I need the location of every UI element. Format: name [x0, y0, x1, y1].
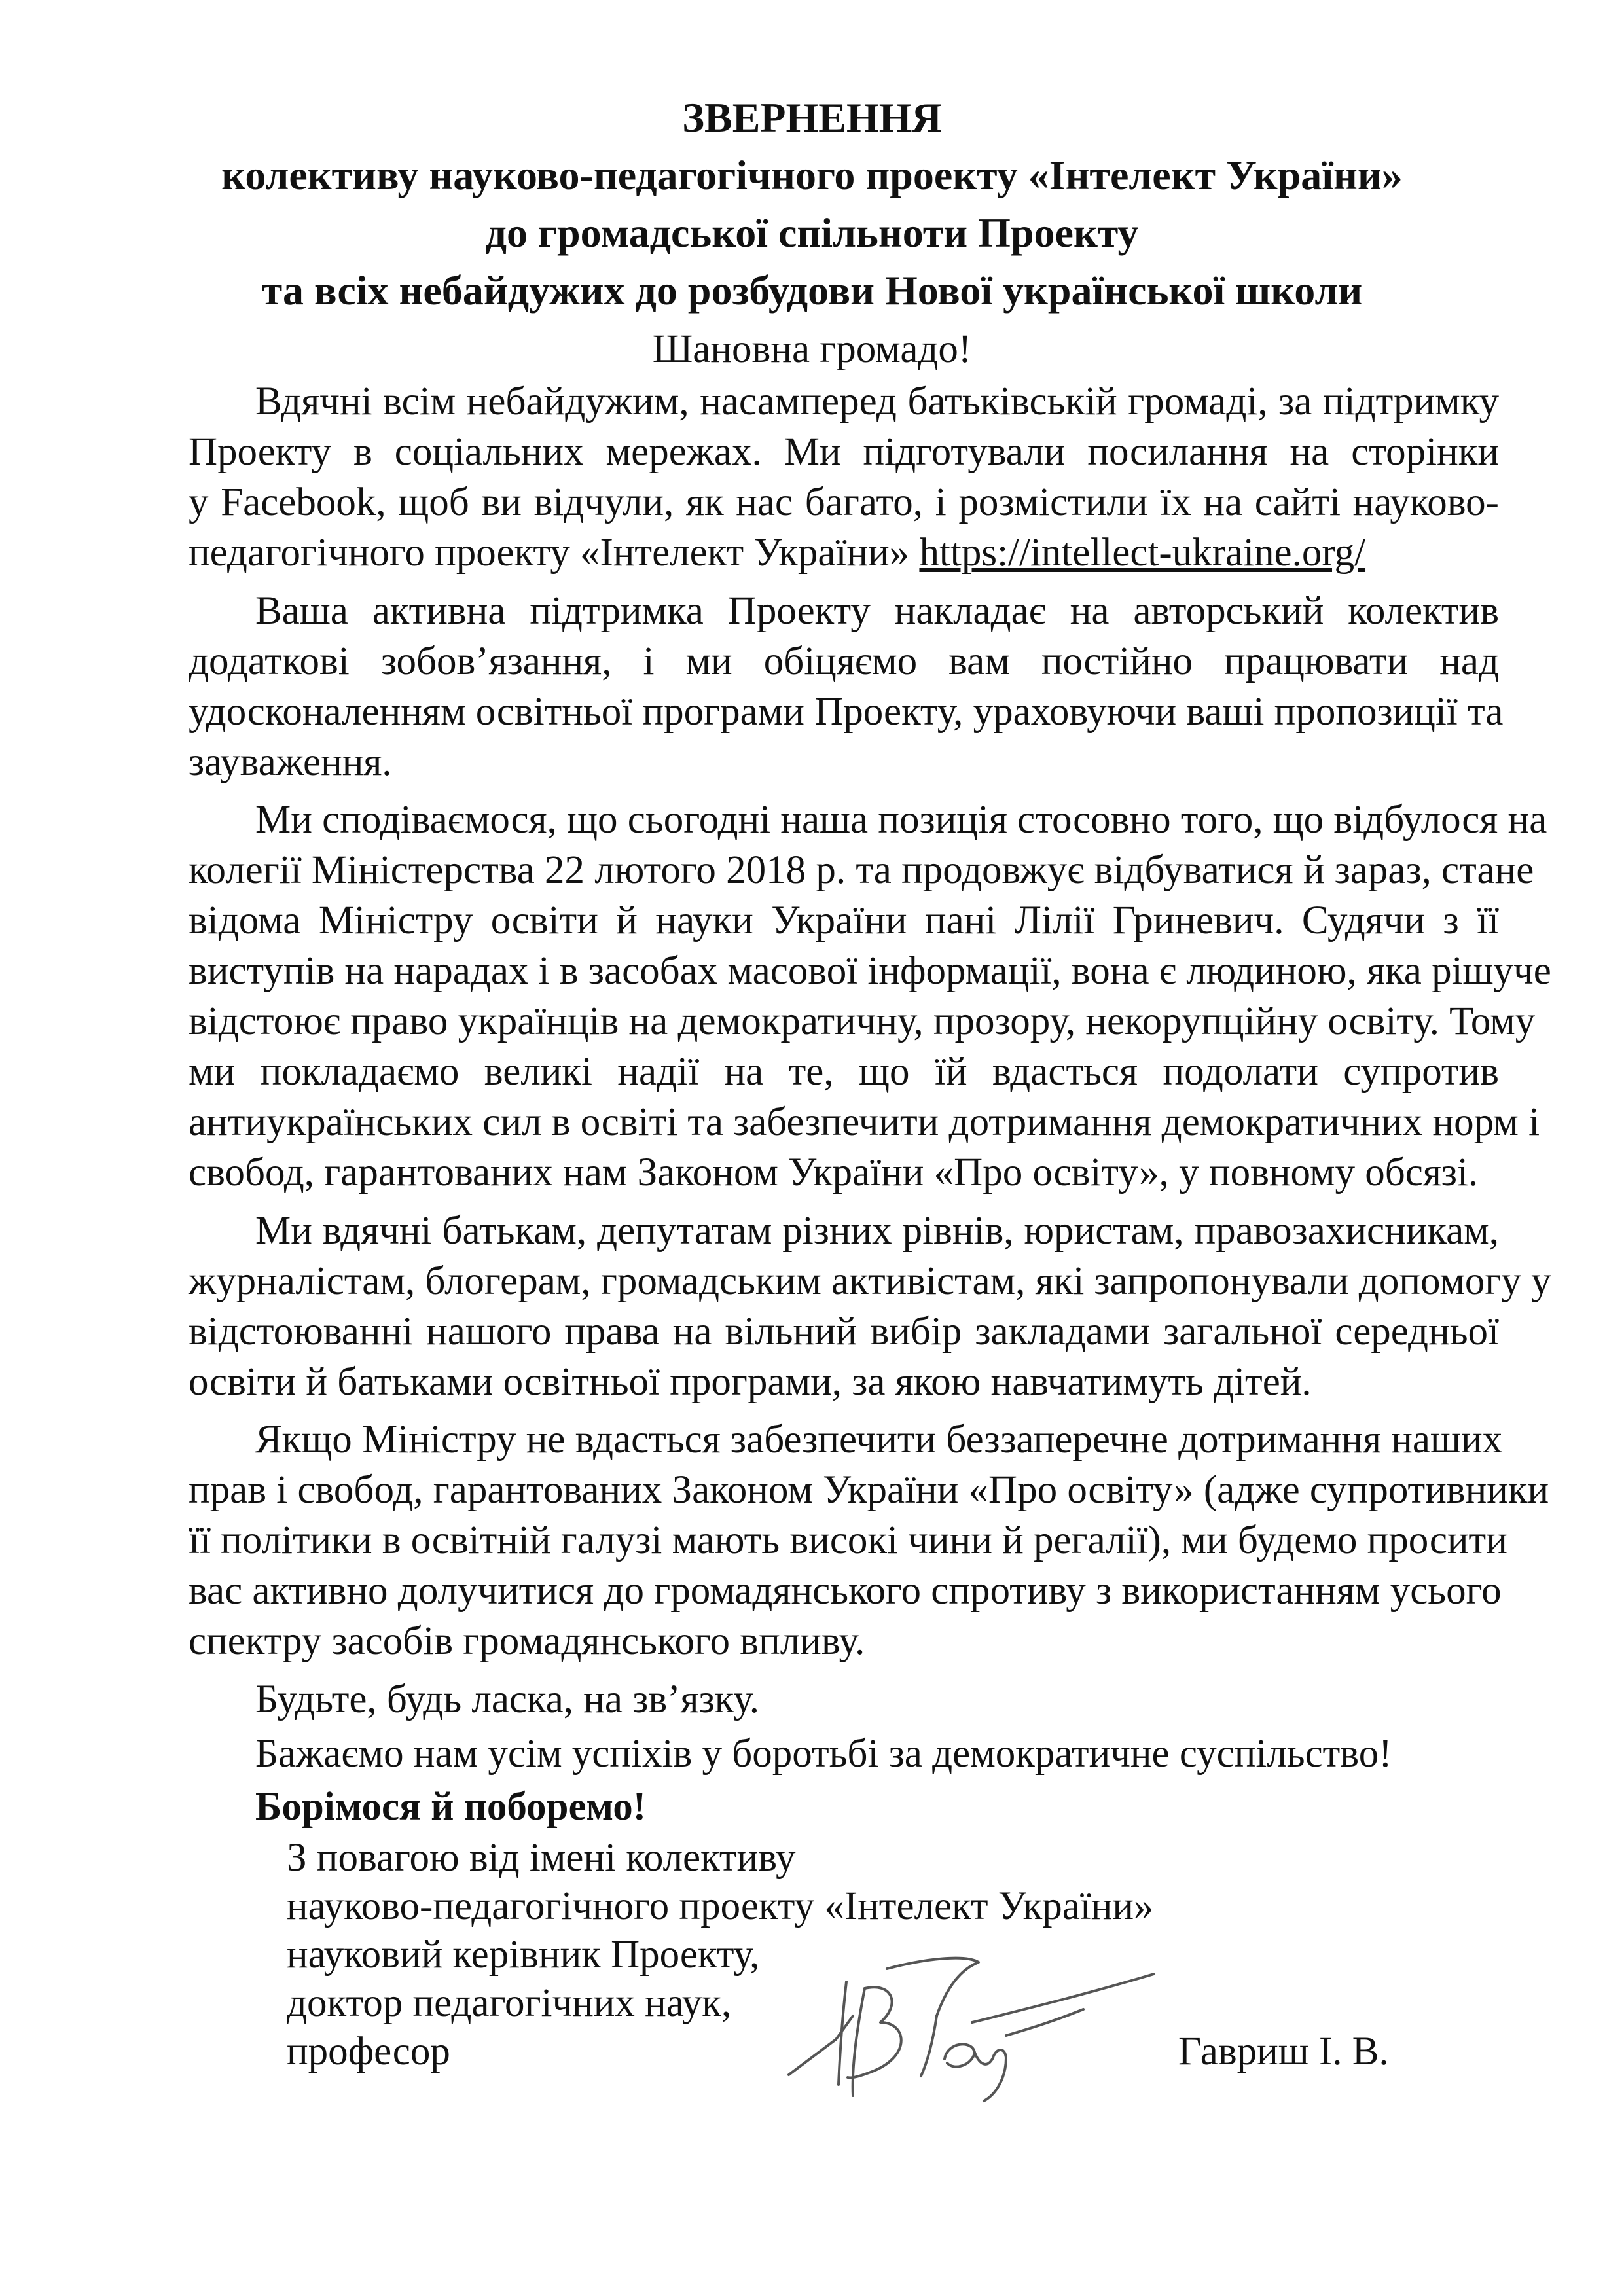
paragraph-4-line: освіти й батьками освітньої програми, за якою навчатимуть дітей.	[189, 1360, 1312, 1404]
paragraph-3-line: Ми сподіваємося, що сьогодні наша позиція стосовно того, що відбулося на	[255, 798, 1547, 842]
signature-block-line: доктор педагогічних наук,	[287, 1981, 732, 2025]
paragraph-1-line	[189, 529, 1499, 577]
signature-block-line: З повагою від імені колективу	[287, 1836, 796, 1880]
letter-subtitle-line: та всіх небайдужих до розбудови Нової української школи	[261, 267, 1363, 314]
paragraph-4-line: Ми вдячні батькам, депутатам різних рівнів, юристам, правозахисникам,	[255, 1209, 1499, 1253]
closing-line: Будьте, будь ласка, на зв’язку.	[255, 1677, 760, 1721]
greeting: Шановна громадо!	[652, 327, 972, 371]
paragraph-5-line: її політики в освітній галузі мають високі чини й регалії), ми будемо просити	[189, 1518, 1507, 1562]
paragraph-2-line: Ваша активна підтримка Проекту накладає на авторський колектив	[255, 589, 1499, 633]
signature-block-line: науковий керівник Проекту,	[287, 1933, 760, 1977]
paragraph-3-line: виступів на нарадах і в засобах масової інформації, вона є людиною, яка рішуче	[189, 949, 1551, 993]
paragraph-4-line: відстоюванні нашого права на вільний вибір закладами загальної середньої	[189, 1310, 1499, 1354]
closing-line: Бажаємо нам усім успіхів у боротьбі за демократичне суспільство!	[255, 1732, 1392, 1776]
paragraph-3-line: ми покладаємо великі надії на те, що їй вдасться подолати супротив	[189, 1050, 1499, 1094]
letter-title: ЗВЕРНЕННЯ	[682, 94, 942, 141]
paragraph-1-line: у Facebook, щоб ви відчули, як нас багато, і розмістили їх на сайті науково-	[189, 480, 1499, 524]
signer-name: Гавриш І. В.	[1178, 2030, 1389, 2073]
paragraph-3-line: відстоює право українців на демократичну, прозору, некорупційну освіту. Тому	[189, 999, 1536, 1043]
paragraph-1-line-text: педагогічного проекту «Інтелект України»	[189, 531, 910, 575]
letter-subtitle-line: до громадської спільноти Проекту	[485, 209, 1139, 256]
handwritten-signature	[776, 1911, 1162, 2121]
paragraph-2-line: удосконаленням освітньої програми Проекту, ураховуючи ваші пропозиції та	[189, 690, 1504, 734]
paragraph-5-line: спектру засобів громадянського впливу.	[189, 1619, 865, 1663]
letter-subtitle-line: колективу науково-педагогічного проекту «Інтелект України»	[221, 152, 1403, 198]
signature-block-line: науково-педагогічного проекту «Інтелект України»	[287, 1884, 1154, 1928]
paragraph-1-line: Проекту в соціальних мережах. Ми підготували посилання на сторінки	[189, 430, 1499, 474]
signature-block-line: професор	[287, 2030, 450, 2073]
paragraph-3-line: колегії Міністерства 22 лютого 2018 р. та продовжує відбуватися й зараз, стане	[189, 848, 1534, 892]
paragraph-1-line: Вдячні всім небайдужим, насамперед батьківській громаді, за підтримку	[255, 380, 1499, 423]
paragraph-2-line: додаткові зобов’язання, і ми обіцяємо вам постійно працювати над	[189, 639, 1499, 683]
paragraph-5-line: вас активно долучитися до громадянського спротиву з використанням усього	[189, 1569, 1502, 1613]
paragraph-5-line: прав і свобод, гарантованих Законом України «Про освіту» (адже супротивники	[189, 1468, 1549, 1512]
paragraph-4-line: журналістам, блогерам, громадським активістам, які запропонували допомогу у	[189, 1259, 1551, 1303]
paragraph-3-line: свобод, гарантованих нам Законом України «Про освіту», у повному обсязі.	[189, 1151, 1479, 1194]
closing-motto: Борімося й поборемо!	[255, 1785, 647, 1829]
paragraph-2-line: зауваження.	[189, 740, 392, 784]
paragraph-3-line: антиукраїнських сил в освіті та забезпечити дотримання демократичних норм і	[189, 1100, 1540, 1144]
project-website-link[interactable]: https://intellect-ukraine.org/	[919, 531, 1366, 575]
paragraph-5-line: Якщо Міністру не вдасться забезпечити беззаперечне дотримання наших	[255, 1418, 1503, 1462]
paragraph-3-line: відома Міністру освіти й науки України пані Лілії Гриневич. Судячи з її	[189, 899, 1499, 942]
